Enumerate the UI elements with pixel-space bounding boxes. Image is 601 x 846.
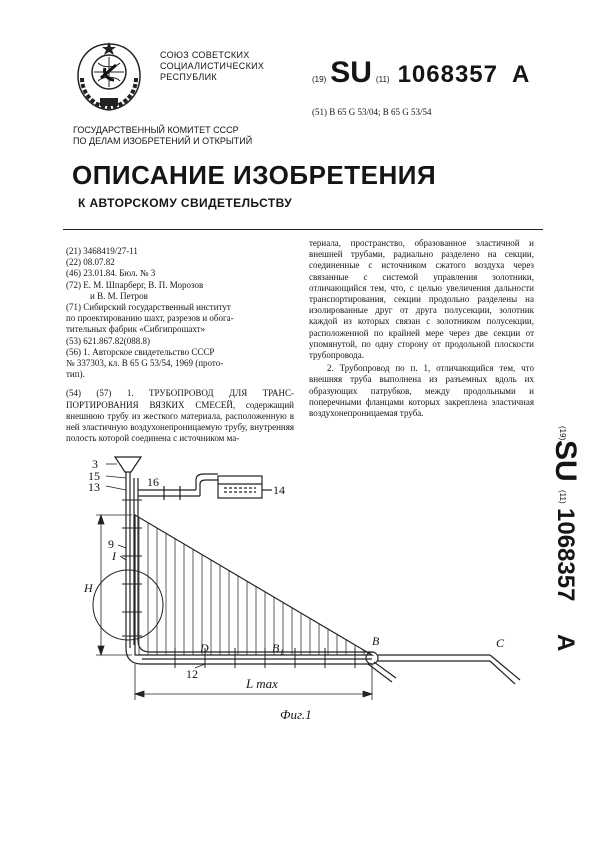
document-title: ОПИСАНИЕ ИЗОБРЕТЕНИЯ <box>72 160 437 190</box>
soviet-emblem-icon <box>70 38 148 116</box>
side-code-11: (11) <box>558 490 567 504</box>
committee-line: ПО ДЕЛАМ ИЗОБРЕТЕНИЙ И ОТКРЫТИЙ <box>73 136 253 146</box>
org-name <box>160 50 264 83</box>
right-column <box>309 238 534 419</box>
biblio-line: тип). <box>66 369 85 380</box>
patent-number <box>312 56 529 90</box>
biblio-line: (22) 08.07.82 <box>66 257 115 268</box>
label-H: H <box>84 581 93 595</box>
biblio-line: (21) 3468419/27-11 <box>66 246 138 256</box>
committee <box>73 125 252 147</box>
biblio-line: по проектированию шахт, разрезов и обога- <box>66 313 234 324</box>
side-patent-number <box>532 424 582 664</box>
pipe-b-c <box>378 655 520 684</box>
biblio-line: (71) Сибирский государственный институт <box>66 302 231 313</box>
label-Lmax: L max <box>246 676 278 691</box>
claim-text-1: териала, пространство, образованное эластичной и внешней трубами, радиально разделено на секции, соединенные с источником сжатого воздуха через связанные с системой управления золотники, отличающийся тем, что, с целью увеличения дальности транспортирования, секции продольно разделены на изолированные друг от друга полусекции, золотник каждой из которых связан с золотником полусекции, расположенной по крайней мере через две секции от упомянутой, по одну сторону от продольной плоскости трубопровода. <box>309 238 534 361</box>
side-number-value: 1068357 <box>552 508 579 602</box>
bibliographic-data <box>66 246 294 380</box>
side-kind-code: A <box>552 634 579 652</box>
org-line: РЕСПУБЛИК <box>160 72 217 82</box>
side-code-19: (19) <box>558 426 567 441</box>
side-country-code: SU <box>549 440 582 482</box>
biblio-line: (46) 23.01.84. Бюл. № 3 <box>66 268 156 279</box>
water-tank <box>218 476 272 498</box>
biblio-line: № 337303, кл. B 65 G 53/54, 1969 (прото- <box>66 358 224 369</box>
biblio-line: (56) 1. Авторское свидетельство СССР <box>66 346 215 357</box>
claim-text-left: (54) (57) 1. ТРУБОПРОВОД ДЛЯ ТРАНС-ПОРТИРОВАНИЯ ВЯЗКИХ СМЕСЕЙ, содержащий внешнюю трубу из жесткого материала, расположенную в ней эластичную воздухонепроницаемую трубу, внутренняя полость которой соединена с источником ма- <box>66 388 294 444</box>
biblio-line: и В. М. Петров <box>90 290 148 301</box>
label-C: C <box>496 636 505 650</box>
feed-hopper <box>115 457 141 472</box>
label-13: 13 <box>88 480 100 494</box>
claim-text-2: 2. Трубопровод по п. 1, отличающийся тем, что внешняя труба выполнена из разъемных вдоль их образующих патрубков, между продольными и поперечными фланцами которых закреплена эластичная воздухонепроницаемая труба. <box>309 363 534 419</box>
biblio-line: (72) Е. М. Шпарберг, В. П. Морозов <box>66 279 204 290</box>
label-12: 12 <box>186 667 198 681</box>
label-B: B <box>372 634 380 648</box>
divider <box>63 229 543 230</box>
document-subtitle: К АВТОРСКОМУ СВИДЕТЕЛЬСТВУ <box>78 196 293 210</box>
label-D: D <box>200 641 209 655</box>
kind-code: A <box>512 61 530 88</box>
figure-caption: Фиг.1 <box>280 707 312 722</box>
label-B1: B₁ <box>272 641 284 655</box>
label-3: 3 <box>92 457 98 471</box>
code-11: (11) <box>375 75 390 84</box>
ipc-classes: (51) B 65 G 53/04; B 65 G 53/54 <box>312 107 432 117</box>
label-9: 9 <box>108 537 114 551</box>
left-column <box>66 246 294 444</box>
junction-b <box>366 652 378 664</box>
country-code: SU <box>330 56 372 89</box>
label-15: 15 <box>88 469 100 483</box>
code-19: (19) <box>312 75 327 84</box>
patent-number-value: 1068357 <box>397 61 498 88</box>
label-I: I <box>112 549 116 563</box>
biblio-line: (53) 621.867.82(088.8) <box>66 335 150 346</box>
org-line: СОЮЗ СОВЕТСКИХ <box>160 50 250 60</box>
label-16: 16 <box>147 475 159 489</box>
label-14: 14 <box>273 483 285 497</box>
biblio-line: тительных фабрик «Сибгипрошахт» <box>66 324 206 335</box>
org-line: СОЦИАЛИСТИЧЕСКИХ <box>160 61 265 71</box>
committee-line: ГОСУДАРСТВЕННЫЙ КОМИТЕТ СССР <box>73 125 239 135</box>
pressure-diagram <box>135 515 372 655</box>
